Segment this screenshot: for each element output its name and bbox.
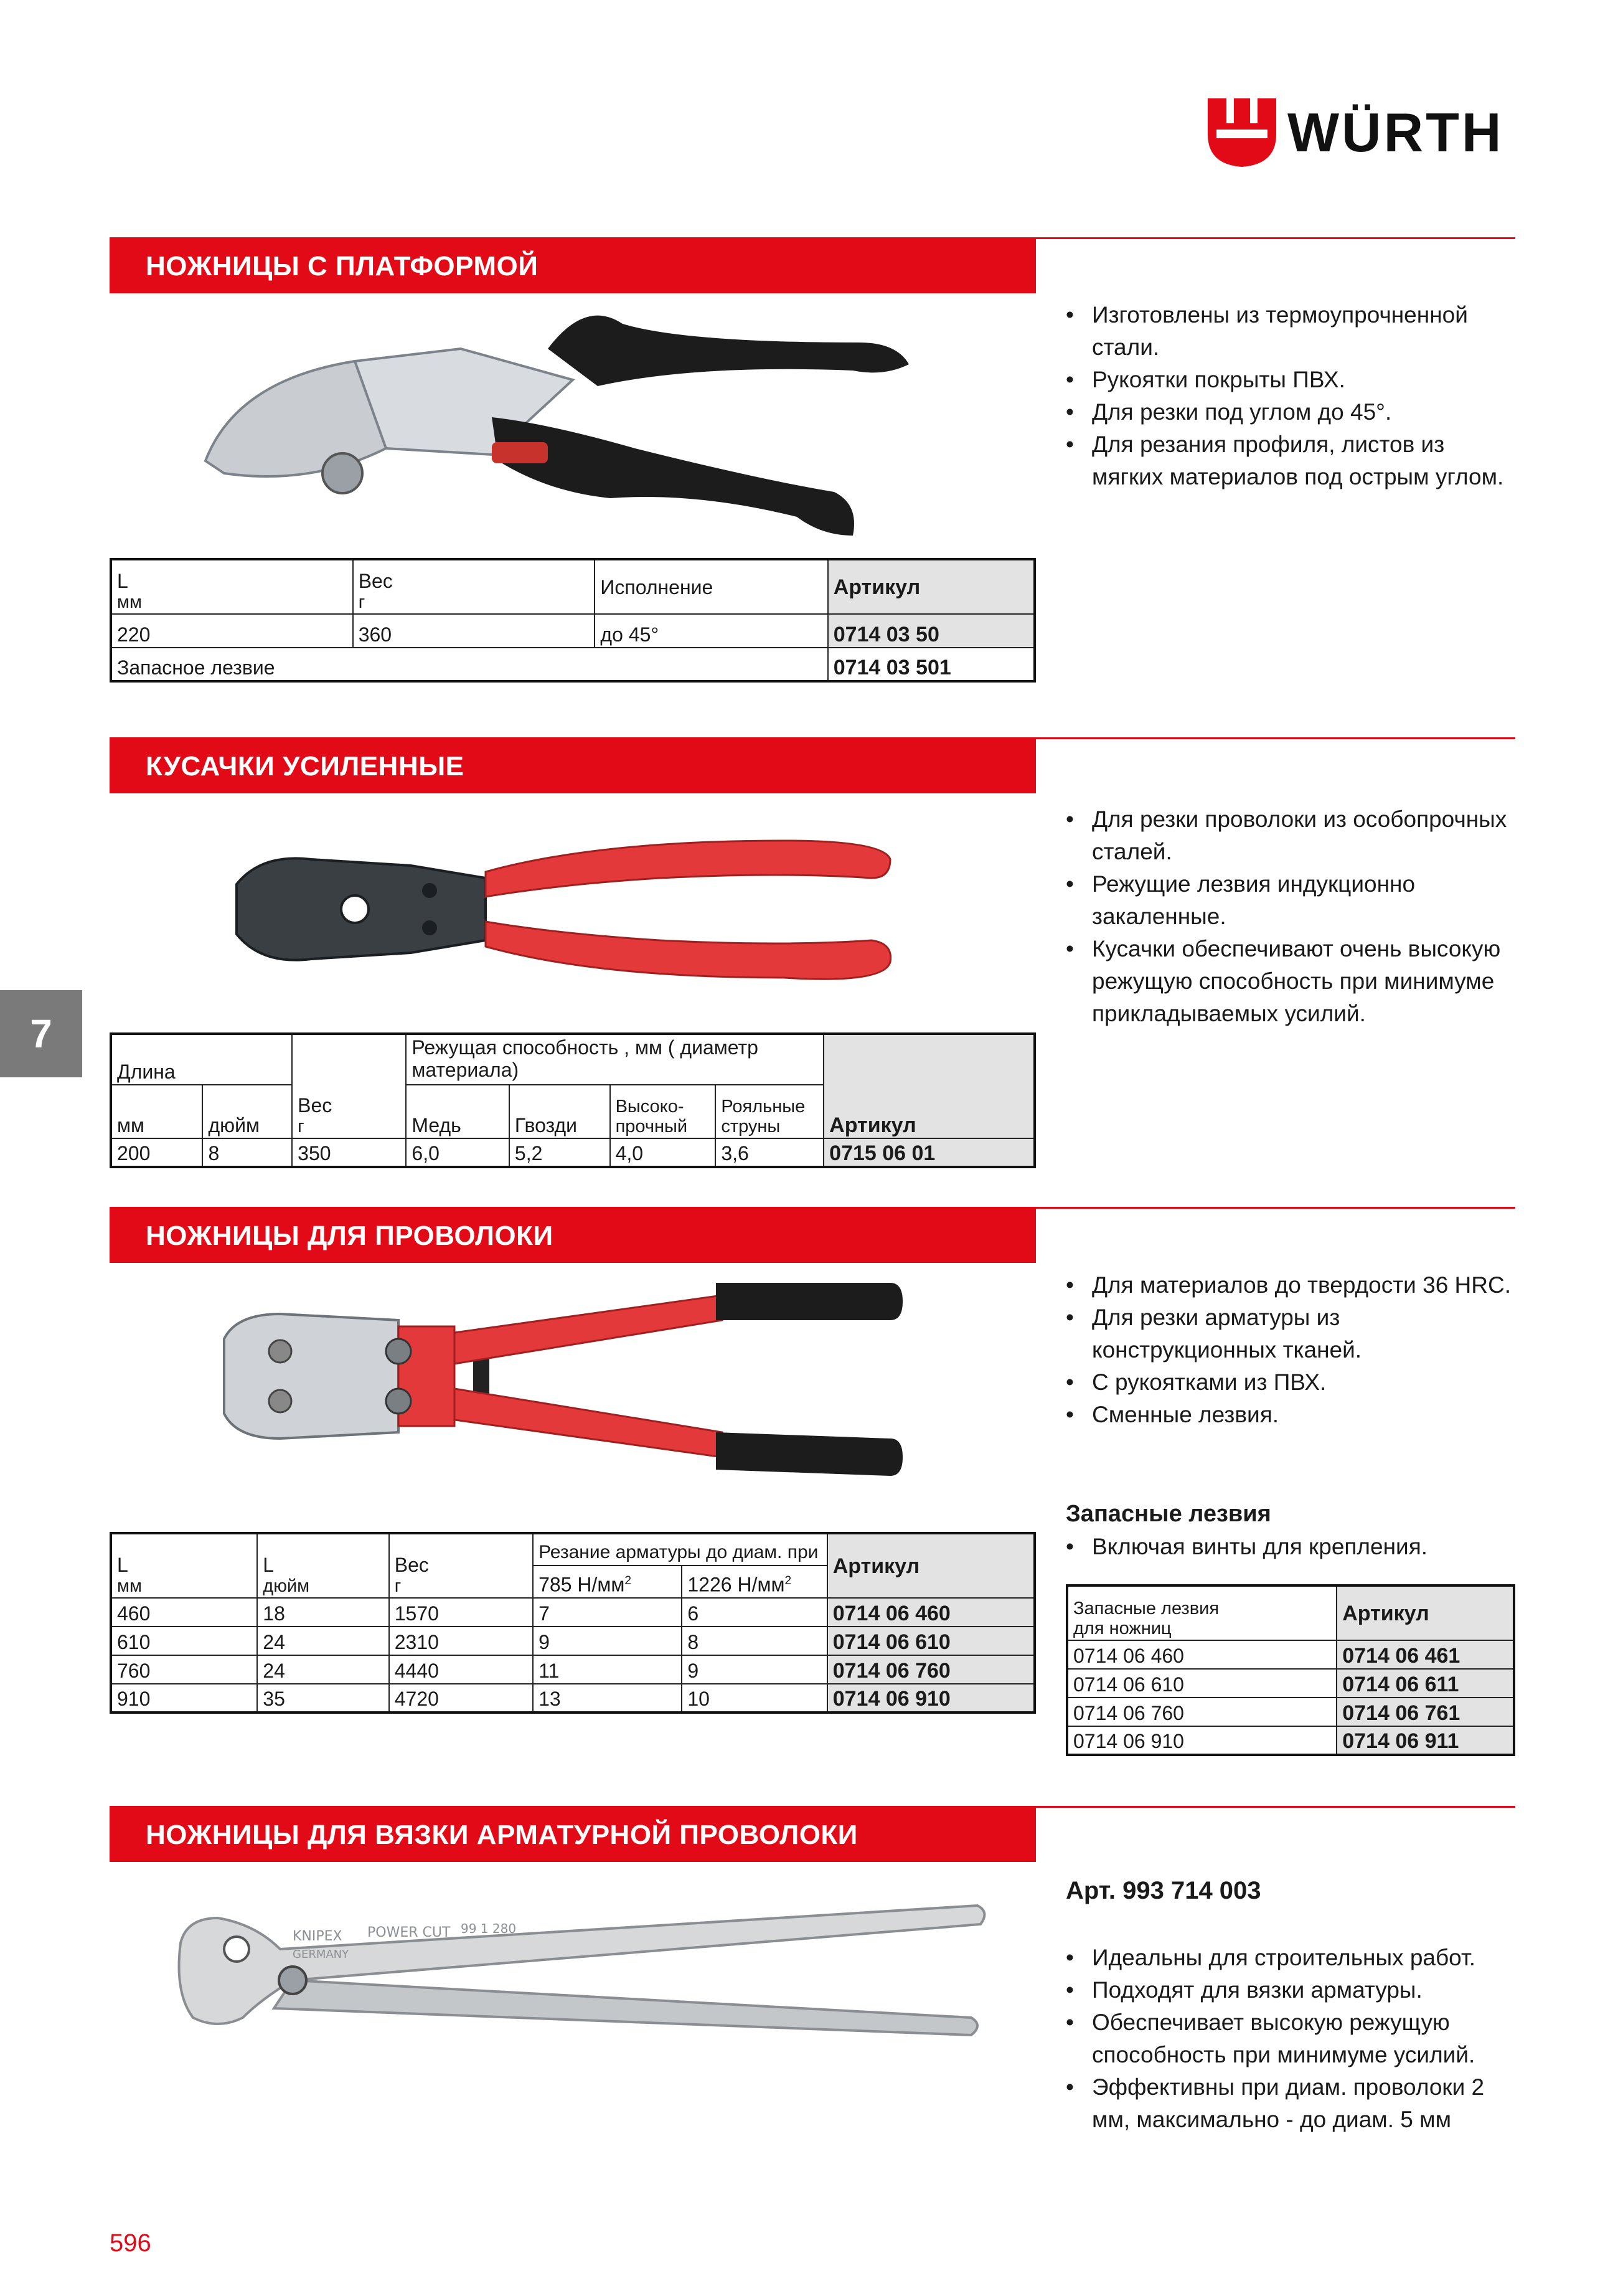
cell-for-shears: 0714 06 460 <box>1067 1640 1337 1669</box>
wurth-logo <box>1208 98 1519 167</box>
table-row <box>1067 1698 1514 1726</box>
col-header-article: Артикул <box>824 1034 1035 1138</box>
feature-item: • Режущие лезвия индукционно закаленные. <box>1066 868 1514 933</box>
cell-article: 0714 06 761 <box>1337 1698 1514 1726</box>
table-header-row <box>111 1533 1035 1566</box>
cell-1226: 8 <box>682 1627 827 1655</box>
section-divider <box>1036 237 1515 239</box>
chapter-tab: 7 <box>0 990 82 1077</box>
cell-785: 9 <box>533 1627 682 1655</box>
cell-article: 0714 06 910 <box>827 1684 1035 1713</box>
col-header-nails: Гвозди <box>509 1085 610 1138</box>
section-divider <box>1036 1207 1515 1209</box>
wurth-logo-text: WÜRTH <box>1287 102 1504 163</box>
cell-inch: 8 <box>202 1138 292 1167</box>
col-header-length-mm: L мм <box>111 1533 257 1598</box>
col-header-article: Артикул <box>1337 1585 1514 1640</box>
col-header-capacity: Режущая способность , мм ( диаметр материала) <box>406 1034 824 1085</box>
rebar-pincers-features <box>1066 1942 1514 2136</box>
section-header-platform-shears <box>110 237 1036 293</box>
cell-weight: 1570 <box>389 1598 533 1627</box>
bolt-cutters-spec-table <box>110 1032 1036 1168</box>
table-row <box>111 1684 1035 1713</box>
col-header-1226: 1226 $Н/мм^2$ <box>682 1566 827 1598</box>
spare-blades-table <box>1066 1584 1515 1756</box>
feature-item: • Подходят для вязки арматуры. <box>1066 1974 1514 2006</box>
section-title: НОЖНИЦЫ ДЛЯ ВЯЗКИ АРМАТУРНОЙ ПРОВОЛОКИ <box>146 1820 858 1850</box>
feature-item: • Включая винты для крепления. <box>1066 1531 1514 1563</box>
table-header-row <box>111 1034 1035 1085</box>
cell-nails: 5,2 <box>509 1138 610 1167</box>
section-divider <box>1036 1806 1515 1808</box>
rebar-tying-pincers-image <box>168 1893 990 2055</box>
platform-shears-features <box>1066 299 1514 493</box>
feature-item: • Эффективны при диам. проволоки 2 мм, максимально - до диам. 5 мм <box>1066 2071 1514 2136</box>
table-row <box>111 1655 1035 1684</box>
cell-for-shears: 0714 06 910 <box>1067 1726 1337 1755</box>
col-header-length: Длина <box>111 1034 292 1085</box>
cell-inch: 24 <box>257 1627 388 1655</box>
table-row <box>111 648 1035 681</box>
cell-for-shears: 0714 06 760 <box>1067 1698 1337 1726</box>
cell-version: до 45° <box>595 614 827 648</box>
image-model-stamp: POWER CUT <box>367 1925 451 1940</box>
feature-item: • Обеспечивает высокую режущую способность при минимуме усилий. <box>1066 2006 1514 2071</box>
cell-weight: 4440 <box>389 1655 533 1684</box>
cell-weight: 360 <box>353 614 595 648</box>
cell-785: 7 <box>533 1598 682 1627</box>
col-header-article: Артикул <box>828 559 1035 614</box>
feature-item: • Изготовлены из термоупрочненной стали. <box>1066 299 1514 364</box>
cell-1226: 6 <box>682 1598 827 1627</box>
image-origin-stamp: GERMANY <box>293 1948 349 1961</box>
page-number: 596 <box>110 2229 151 2257</box>
cell-article: 0714 06 460 <box>827 1598 1035 1627</box>
section-title: КУСАЧКИ УСИЛЕННЫЕ <box>146 751 464 782</box>
cell-mm: 610 <box>111 1627 257 1655</box>
cell-mm: 200 <box>111 1138 202 1167</box>
cell-spare-label: Запасное лезвие <box>111 648 828 681</box>
cell-mm: 460 <box>111 1598 257 1627</box>
feature-item: • Для резания профиля, листов из мягких материалов под острым углом. <box>1066 428 1514 493</box>
cell-1226: 9 <box>682 1655 827 1684</box>
cell-spare-article: 0714 03 501 <box>828 648 1035 681</box>
wire-cutters-image <box>212 1270 915 1488</box>
col-header-article: Артикул <box>827 1533 1035 1598</box>
table-row <box>1067 1669 1514 1698</box>
col-header-inch: дюйм <box>202 1085 292 1138</box>
spare-blades-features <box>1066 1531 1514 1563</box>
col-header-high-strength: Высоко- прочный <box>610 1085 716 1138</box>
col-header-785: 785 $Н/мм^2$ <box>533 1566 682 1598</box>
cell-weight: 4720 <box>389 1684 533 1713</box>
cell-article: 0714 06 611 <box>1337 1669 1514 1698</box>
cell-copper: 6,0 <box>406 1138 509 1167</box>
cell-inch: 24 <box>257 1655 388 1684</box>
cell-1226: 10 <box>682 1684 827 1713</box>
section-header-rebar-tying-pincers <box>110 1806 1036 1862</box>
cell-article: 0714 06 610 <box>827 1627 1035 1655</box>
section-title: НОЖНИЦЫ С ПЛАТФОРМОЙ <box>146 251 539 281</box>
bolt-cutters-features <box>1066 803 1514 1030</box>
section-header-wire-cutters <box>110 1207 1036 1263</box>
wurth-logo-icon <box>1208 98 1276 167</box>
table-row <box>111 614 1035 648</box>
cell-inch: 35 <box>257 1684 388 1713</box>
cell-mm: 910 <box>111 1684 257 1713</box>
wire-cutters-features <box>1066 1269 1514 1431</box>
section-title: НОЖНИЦЫ ДЛЯ ПРОВОЛОКИ <box>146 1221 553 1251</box>
col-header-piano-wire: Рояльные струны <box>715 1085 824 1138</box>
cell-article: 0714 03 50 <box>828 614 1035 648</box>
col-header-length-inch: L дюйм <box>257 1533 388 1598</box>
cell-article: 0714 06 461 <box>1337 1640 1514 1669</box>
table-row <box>111 1627 1035 1655</box>
cell-piano-wire: 3,6 <box>715 1138 824 1167</box>
feature-item: • Для резки проволоки из особопрочных сталей. <box>1066 803 1514 868</box>
col-header-weight: Вес г <box>389 1533 533 1598</box>
spare-blades-heading: Запасные лезвия <box>1066 1501 1271 1527</box>
section-divider <box>1036 737 1515 739</box>
cell-article: 0715 06 01 <box>824 1138 1035 1167</box>
col-header-weight: Вес г <box>292 1034 406 1138</box>
cell-for-shears: 0714 06 610 <box>1067 1669 1337 1698</box>
feature-item: • Для резки под углом до 45°. <box>1066 396 1514 428</box>
cell-article: 0714 06 911 <box>1337 1726 1514 1755</box>
cell-high-strength: 4,0 <box>610 1138 716 1167</box>
cell-weight: 350 <box>292 1138 406 1167</box>
col-header-rebar: Резание арматуры до диам. при <box>533 1533 827 1566</box>
article-number: Арт. 993 714 003 <box>1066 1877 1261 1904</box>
table-header-row <box>1067 1585 1514 1640</box>
feature-item: • Для резки арматуры из конструкционных тканей. <box>1066 1302 1514 1366</box>
feature-item: • Рукоятки покрыты ПВХ. <box>1066 364 1514 396</box>
bolt-cutters-image <box>224 828 903 996</box>
section-header-bolt-cutters <box>110 737 1036 793</box>
table-row <box>1067 1640 1514 1669</box>
image-brand-stamp: KNIPEX <box>293 1929 342 1944</box>
col-header-copper: Медь <box>406 1085 509 1138</box>
table-row <box>1067 1726 1514 1755</box>
cell-mm: 760 <box>111 1655 257 1684</box>
platform-shears-spec-table <box>110 558 1036 683</box>
col-header-length: L мм <box>111 559 353 614</box>
col-header-weight: Вес г <box>353 559 595 614</box>
cell-785: 11 <box>533 1655 682 1684</box>
cell-article: 0714 06 760 <box>827 1655 1035 1684</box>
feature-item: • С рукоятками из ПВХ. <box>1066 1366 1514 1399</box>
feature-item: • Сменные лезвия. <box>1066 1399 1514 1431</box>
cell-length: 220 <box>111 614 353 648</box>
table-row <box>111 1598 1035 1627</box>
feature-item: • Для материалов до твердости 36 HRC. <box>1066 1269 1514 1302</box>
col-header-mm: мм <box>111 1085 202 1138</box>
feature-item: • Идеальны для строительных работ. <box>1066 1942 1514 1974</box>
col-header-version: Исполнение <box>595 559 827 614</box>
cell-785: 13 <box>533 1684 682 1713</box>
cell-inch: 18 <box>257 1598 388 1627</box>
image-code-stamp: 99 1 280 <box>461 1921 517 1936</box>
col-header-for-shears: Запасные лезвия для ножниц <box>1067 1585 1337 1640</box>
table-row <box>111 1138 1035 1167</box>
table-header-row <box>111 559 1035 614</box>
cell-weight: 2310 <box>389 1627 533 1655</box>
wire-cutters-spec-table <box>110 1532 1036 1714</box>
feature-item: • Кусачки обеспечивают очень высокую режущую способность при минимуме прикладываемых усилий. <box>1066 933 1514 1030</box>
platform-shears-image <box>199 305 946 542</box>
